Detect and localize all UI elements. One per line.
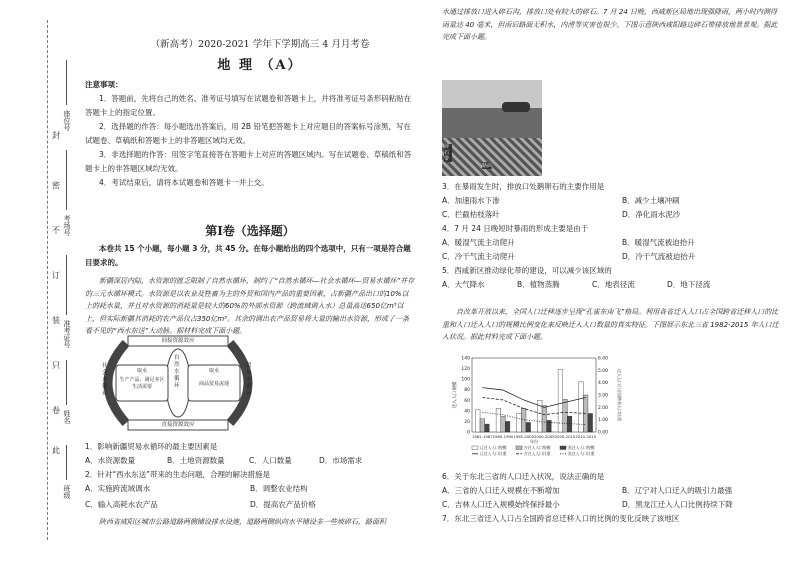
option[interactable]: D．净化雨水泥沙 [622,210,681,219]
passage-3: 自改革开放以来，全国人口迁移逐步呈现“孔雀东南飞”格局。利用各省迁入人口占全国跨省迁移人口的比重和人口迁入人口的规模比例变化来反映迁入人口数量的真实特征。下图展示东北三省 1982-2015 年人口迁入状况。据此材料完成下面小题。 [442,308,779,341]
seat-number-line[interactable] [66,60,67,105]
bar [526,422,531,432]
bar [521,408,526,432]
x-tick-label: 1982-1987 [471,434,493,439]
left-label: 社会水循环 [102,363,108,397]
question-4-stem: 4．7 月 24 日晚短时暴雨的形成主要是由于 [442,224,589,233]
passage-2-start: 陕西省咸阳区城市公路道路两侧铺设排水设施，道路两侧纵向水平铺设多一些坡碎石，路面积 [99,518,386,526]
question-1-options [85,454,415,468]
bar [588,414,593,433]
y-left-tick-label: 60 [464,398,470,404]
class-label: 班级 [63,485,71,499]
ticket-number-line[interactable] [66,255,67,315]
question-6-options [442,484,782,498]
option[interactable]: D．冷干气流被迫抬升 [622,252,696,261]
x-tick-label: 2000-2005 [533,434,555,439]
seat-number-label: 座位号 [63,110,71,131]
seal-char: 装 [52,316,60,325]
question-5-stem: 5．西咸新区推动绿化带的建设，可以减少该区域的 [442,266,612,275]
x-axis-label: 年份 [530,439,538,444]
section-intro: 本卷共 15 个小题，每小题 3 分，共 45 分。在每小题给出的四个选项中，只有一项是符合题目要求的。 [85,244,411,267]
exam-title: （新高考）2020-2021 学年下学期高三 4 月月考卷 [150,39,370,50]
right-label: 贸易水循环 [246,363,252,397]
option[interactable]: C．冷干气流主动爬升 [442,252,515,261]
legend-label: 黑迁入人口规模 [568,445,595,450]
option[interactable]: B．减少土壤冲刷 [622,196,680,205]
question-1-stem: 1．影响新疆贸易水循环的最主要因素是 [85,442,218,451]
notice-item: 4．考试结束后，请将本试题卷和答题卡一并上交。 [99,178,269,187]
question-4-options [442,236,782,250]
photo-gravel [442,138,542,176]
notice-title: 注意事项： [85,80,123,89]
y-right-axis-label: 迁入人口占全国跨省人口比重 [617,369,622,421]
notice-item: 3．非选择题的作答：用签字笔直接答在答题卡上对应的答题区域内。写在试题卷、草稿纸和答题卡上的非答题区域均无效。 [85,150,412,173]
center-label: 自然水循环 [174,355,180,389]
left-box-bottom: 生产产品，满足本区生活需要 [119,377,165,390]
y-right-tick-label: 4.00 [598,381,609,387]
option[interactable]: D．市场需求 [319,456,363,465]
option[interactable]: C．输入高耗水农产品 [85,500,158,509]
y-right-tick-label: 5.00 [598,368,609,374]
option[interactable]: A．加速雨水下渗 [442,196,500,205]
exam-room-line[interactable] [66,150,67,210]
seal-char: 订 [52,271,60,280]
legend-label: 吉迁入人口比重 [524,451,551,456]
photo-label-gravel: 碎石带 [444,144,452,162]
y-left-tick-label: 80 [464,388,470,394]
seal-char: 卷 [52,406,60,415]
option[interactable]: C．吉林人口迁入规模始终保持最小 [442,500,560,509]
seal-char: 密 [52,181,60,190]
bar [485,424,490,432]
option[interactable]: D．提高农产品价格 [250,500,316,509]
bar [505,421,510,432]
ticket-number-label: 准考证号 [63,320,71,348]
bottom-label: 直接资源效应 [161,422,195,428]
question-2-stem: 2．针对“西水东送”带来的生态问题，合理的解决措施是 [85,470,271,479]
question-6-stem: 6．关于东北三省的人口迁入状况，说法正确的是 [442,472,605,481]
subject-title: 地 理 （A） [217,58,303,73]
y-right-tick-label: 2.00 [598,405,609,411]
y-left-tick-label: 0 [467,430,470,436]
photo-road [442,108,542,138]
legend-label: 黑迁入人口比重 [568,451,595,456]
seal-char: 不 [52,226,60,235]
seal-dashed-line [47,20,48,540]
questions-right-1 [442,180,782,292]
y-left-tick-label: 40 [464,409,470,415]
bar [480,419,485,432]
notice-item: 1．答题前，先将自己的姓名、准考证号填写在试题卷和答题卡上，并将准考证号条形码粘贴在答题卡上的指定位置。 [85,94,412,117]
name-line[interactable] [66,360,67,405]
x-tick-label: 1985-1990 [492,434,514,439]
plot-frame [472,358,596,432]
y-right-tick-label: 3.00 [598,393,609,399]
bar [501,416,506,432]
exam-room-label: 考场号 [63,215,71,236]
legend-swatch [560,446,566,450]
photo-car [502,102,530,112]
question-4-options-2 [442,250,782,264]
y-right-tick-label: 1.00 [598,418,609,424]
y-left-tick-label: 120 [461,367,470,373]
option[interactable]: A．大气降水 [442,280,485,289]
option[interactable]: A．暖湿气流主动爬升 [442,238,515,247]
option[interactable]: B．土地资源数量 [167,456,225,465]
question-5-options [442,278,782,292]
y-right-tick-label: 6.00 [598,356,609,362]
option[interactable]: C．地表径流 [592,280,635,289]
questions-left [85,440,415,529]
option[interactable]: C．人口数量 [249,456,292,465]
seal-char: 只 [52,361,60,370]
series-line [482,388,585,408]
binding-column [22,0,72,562]
x-tick-label: 1995-2000 [513,434,535,439]
migration-chart-svg [436,350,626,470]
questions-right-2 [442,470,782,526]
legend-swatch [472,446,478,450]
class-line[interactable] [66,445,67,480]
notice-block [85,78,415,190]
legend-swatch [516,446,522,450]
migration-chart [436,350,626,470]
passage-2-cont: 水通过排放口进入碎石沟，排放口处有较大的碎石。7 月 24 日晚，西咸新区局地出现强降雨，两小时内测得雨量达 40 毫米，但雨后路面无积水，内涝等灾害也很少。下图示意陕西咸阳路边碎石带排放地景景观。据此完成下面小题。 [442,8,778,41]
option[interactable]: B．辽宁对人口迁入的吸引力最强 [622,486,733,495]
question-2-options-2 [85,498,415,512]
option[interactable]: A．实施跨流域调水 [85,484,151,493]
water-cycle-diagram [88,333,268,433]
option[interactable]: D．黑龙江迁入人口比例持续下降 [622,500,733,509]
passage-1: 新疆深居内陆，水资源的匮乏限制了自然水循环，制约了“自然水循环—社会水循环—贸易水循环”并存的三元水循环模式。水资源是以农业及牲畜为主的外贸和国内产品的重要因素，占新疆产品出口的10%以上的耗水量，并且对水资源的消耗量是较大的60%的外部水资源（跨流域调入水）总量高达650亿m³以上，但实际新疆其消耗的农产品仅占350亿m³。其余的调出农产品贸易将大量的输出水资源，形成了一条看不见的“西水东送”大动脉。据材料完成下面小题。 [85,277,415,335]
option[interactable]: D．地下径流 [667,280,711,289]
option[interactable]: B．植物蒸腾 [517,280,560,289]
x-tick-label: 2005-2010 [554,434,576,439]
question-3-stem: 3．在暴雨发生时，排放口处鹅卵石的主要作用是 [442,182,605,191]
top-label: 间接资源效应 [161,338,195,344]
question-6-options-2 [442,498,782,512]
question-3-options [442,194,782,208]
bar [567,416,572,432]
bar [496,408,501,432]
y-left-tick-label: 140 [461,356,470,362]
bar [558,370,563,432]
question-7-stem: 7．东北三省迁入人口占全国跨省总迁移人口的比例的变化反映了该地区 [442,514,680,523]
seal-char: 此 [52,446,60,455]
option[interactable]: C．拦截枯枝落叶 [442,210,500,219]
y-left-tick-label: 100 [461,377,470,383]
option[interactable]: A．水资源数量 [85,456,136,465]
y-right-tick-label: 0.00 [598,430,609,436]
section-title: 第Ⅰ卷（选择题） [205,224,295,238]
option[interactable]: B．调整农业结构 [250,484,308,493]
question-3-options-2 [442,208,782,222]
y-left-tick-label: 20 [464,419,470,425]
option[interactable]: A．三省的人口迁入规模在不断增加 [442,486,560,495]
bar [475,410,480,432]
option[interactable]: B．暖湿气流被迫抬升 [622,238,695,247]
x-tick-label: 2010-2015 [575,434,597,439]
photo-label-road: 路面 [482,163,493,169]
bar [517,414,522,433]
left-box-top: 取水 [136,368,147,374]
question-2-options [85,482,415,496]
right-box-bottom: 商品贸易流通 [198,381,229,387]
right-box-top: 取水 [208,368,219,374]
legend-label: 辽迁入人口规模 [480,445,507,450]
bar [563,399,568,432]
notice-item: 2．选择题的作答：每小题选出答案后，用 2B 铅笔把答题卡上对应题目的答案标号涂黑，写在试题卷、草稿纸和答题卡上的非答题区域均无效。 [85,122,411,145]
y-left-axis-label: 迁入人口规模 [453,381,458,409]
roadside-photo [442,80,542,176]
seal-char: 封 [52,131,60,140]
legend-label: 辽迁入人口比重 [480,451,507,456]
bar [542,406,547,432]
legend-label: 吉迁入人口规模 [524,445,551,450]
name-label: 姓名 [63,410,71,424]
